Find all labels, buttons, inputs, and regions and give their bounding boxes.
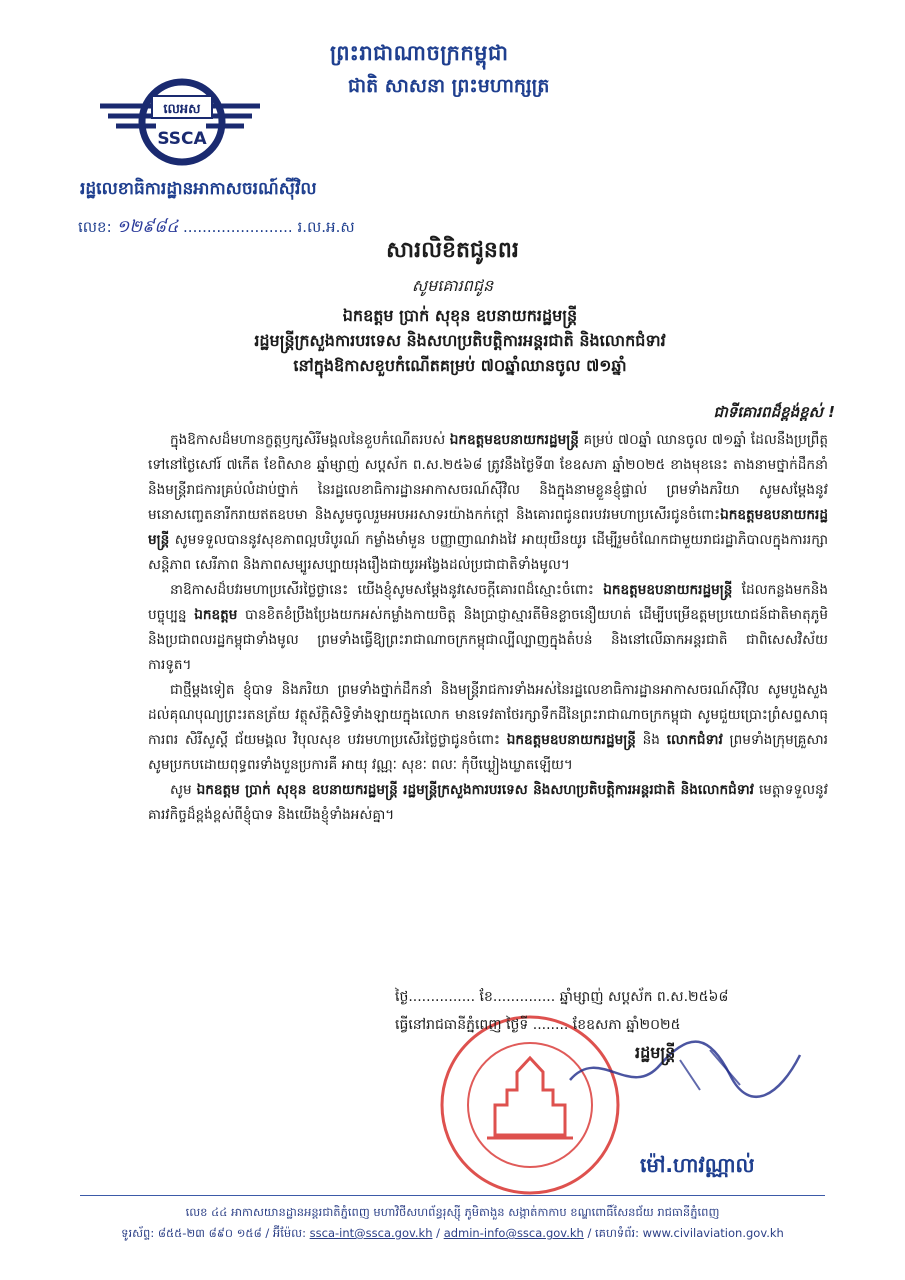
logo-khmer-text: លេអស <box>163 102 201 117</box>
text-run: ក្នុងឱកាសដ៏មហានក្ខត្តឫក្សសិរីមង្គលនៃខួបកំណើតរបស់ <box>170 432 450 448</box>
text-run: និង <box>635 732 667 748</box>
footer-email-1[interactable]: ssca-int@ssca.gov.kh <box>309 1226 433 1240</box>
kingdom-heading: ព្រះរាជាណាចក្រកម្ពុជា <box>330 41 509 65</box>
footer-divider <box>80 1195 825 1196</box>
signer-title: រដ្ឋមន្ត្រី <box>635 1043 676 1062</box>
ref-suffix: ....................... រ.ល.អ.ស <box>183 218 355 236</box>
text-run: ដែលកន្លងមកនិងបច្ចុប្បន្ន <box>148 582 828 623</box>
text-run: សូម <box>170 782 197 798</box>
paragraph <box>148 428 828 578</box>
ref-label: លេខ: <box>78 218 112 236</box>
addressee-line: ឯកឧត្តម ប្រាក់ សុខុន ឧបនាយករដ្ឋមន្ត្រី <box>342 306 578 325</box>
bold-run: ឯកឧត្តម <box>194 607 238 623</box>
bold-run: ឯកឧត្តមឧបនាយករដ្ឋមន្ត្រី <box>506 732 636 748</box>
paragraph <box>148 578 828 678</box>
document-title: សារលិខិតជូនពរ <box>386 238 519 263</box>
addressee-block <box>120 303 800 378</box>
text-run: បានខិតខំប្រឹងប្រែងយកអស់កម្លាំងកាយចិត្ត និងប្រាជ្ញាស្មារតីមិនខ្លាចនឿយហត់ ដើម្បីបម្រើឧត្តមប្រយោជន៍ជាតិមាតុភូមិ និងប្រជាពលរដ្ឋកម្ពុជាទាំងមូល ព្រមទាំងធ្វើឱ្យព្រះរាជាណាចក្រកម្ពុជាល្បីល្បាញក្នុងតំបន់ និងនៅលើឆាកអន្តរជាតិ ជាពិសេសវិស័យការទូត។ <box>148 607 829 673</box>
paragraph <box>148 678 828 778</box>
ssca-logo <box>100 72 260 172</box>
solar-date: ធ្វើនៅរាជធានីភ្នំពេញ ថ្ងៃទី ........ ខែឧសភា ឆ្នាំ២០២៥ <box>395 1017 681 1033</box>
authority-name: រដ្ឋលេខាធិការដ្ឋានអាកាសចរណ៍ស៊ីវិល <box>80 179 317 199</box>
logo-text: SSCA <box>157 129 207 149</box>
bold-run: ឯកឧត្តមឧបនាយករដ្ឋមន្ត្រី <box>148 507 828 548</box>
text-run: សូមទទួលបាននូវសុខភាពល្អបរិបូរណ៍ កម្លាំងមាំមួន បញ្ញាញាណវាងវៃ អាយុយឺនយូរ ដើម្បីរួមចំណែកជាមួយរាជរដ្ឋាភិបាលក្នុងការរក្សាសន្តិភាព សេរីភាព និងភាពសម្បូរសប្បាយរុងរឿងជាយូរអង្វែងដល់ប្រជាជាតិទាំងមូល។ <box>148 532 828 573</box>
text-run: គម្រប់ ៧០ឆ្នាំ ឈានចូល ៧១ឆ្នាំ ដែលនឹងប្រព្រឹត្តទៅនៅថ្ងៃសៅរ៍ ៧កើត ខែពិសាខ ឆ្នាំម្សាញ់ សប្តស័ក ព.ស.២៥៦៨ ត្រូវនឹងថ្ងៃទី៣ ខែឧសភា ឆ្នាំ២០២៥ ខាងមុខនេះ តាងនាមថ្នាក់ដឹកនាំ និងមន្ត្រីរាជការគ្រប់លំដាប់ថ្នាក់ នៃរដ្ឋលេខាធិការដ្ឋានអាកាសចរណ៍ស៊ីវិល និងក្នុងនាមខ្លួនខ្ញុំផ្ទាល់ ព្រមទាំងភរិយា សូមសម្តែងនូវមនោសញ្ចេតនារីករាយឥតឧបមា និងសូមចូលរួមអបអរសាទរយ៉ាងកក់ក្តៅ និងគោរពជូនពរបវរមហាប្រសើរជូនចំពោះ <box>148 432 829 523</box>
bold-run: ឯកឧត្តម ប្រាក់ សុខុន ឧបនាយករដ្ឋមន្ត្រី រដ្ឋមន្ត្រីក្រសួងការបរទេស និងសហប្រតិបត្តិការអន្តរជាតិ និងលោកជំទាវ <box>196 782 754 798</box>
date-block <box>395 983 728 1039</box>
footer-address: លេខ ៤៤ អាកាសយានដ្ឋានអន្តរជាតិភ្នំពេញ មហាវិថីសហព័ន្ធរុស្ស៊ី ភូមិតាងួន សង្កាត់កាកាប ខណ្ឌពោធិ៍សែនជ័យ រាជធានីភ្នំពេញ <box>185 1205 720 1219</box>
text-run: ព្រមទាំងក្រុមគ្រួសារ សូមប្រកបដោយពុទ្ធពរទាំងបួនប្រការគឺ អាយុ វណ្ណៈ សុខៈ ពលៈ កុំបីឃ្លៀងឃ្លាតឡើយ។ <box>148 732 828 773</box>
footer-phone: ទូរស័ព្ទ: ៨៥៥-២៣ ៨៩០ ១៥៨ / អ៊ីម៉ែល: <box>121 1226 310 1240</box>
bold-run: ឯកឧត្តមឧបនាយករដ្ឋមន្ត្រី <box>449 432 579 448</box>
text-run: នាឱកាសដ៏បវរមហាប្រសើរថ្លៃថ្លានេះ យើងខ្ញុំសូមសម្តែងនូវសេចក្តីគោរពដ៏ស្មោះចំពោះ <box>170 582 604 598</box>
salutation: ជាទីគោរពដ៏ខ្ពង់ខ្ពស់ ! <box>713 403 835 421</box>
paragraph <box>148 778 828 828</box>
respect-line: សូមគោរពជូន <box>411 276 494 295</box>
signer-name: ម៉ៅ.ហាវណ្ណាល់ <box>640 1153 755 1177</box>
footer-sep: / <box>432 1226 444 1240</box>
ref-number: ១២៩៨៤ <box>116 217 179 237</box>
footer-website: / គេហទំព័រ: www.civilaviation.gov.kh <box>583 1226 784 1240</box>
bold-run: លោកជំទាវ <box>666 732 723 748</box>
text-run: មេត្តាទទួលនូវគារវកិច្ចដ៏ខ្ពង់ខ្ពស់ពីខ្ញុំបាទ និងយើងខ្ញុំទាំងអស់គ្នា។ <box>148 782 828 823</box>
addressee-line: នៅក្នុងឱកាសខួបកំណើតគម្រប់ ៧០ឆ្នាំឈានចូល ៧១ឆ្នាំ <box>293 356 627 375</box>
footer-email-2[interactable]: admin-info@ssca.gov.kh <box>443 1226 584 1240</box>
lunar-date: ថ្ងៃ............... ខែ.............. ឆ្នាំម្សាញ់ សប្តស័ក ព.ស.២៥៦៨ <box>395 989 729 1005</box>
bold-run: ឯកឧត្តមឧបនាយករដ្ឋមន្ត្រី <box>603 582 733 598</box>
national-motto: ជាតិ សាសនា ព្រះមហាក្សត្រ <box>348 75 550 97</box>
footer-contact <box>0 1226 905 1243</box>
letter-body <box>148 428 828 828</box>
addressee-line: រដ្ឋមន្ត្រីក្រសួងការបរទេស និងសហប្រតិបត្តិការអន្តរជាតិ និងលោកជំទាវ <box>254 331 666 350</box>
text-run: ជាថ្មីម្តងទៀត ខ្ញុំបាទ និងភរិយា ព្រមទាំងថ្នាក់ដឹកនាំ និងមន្ត្រីរាជការទាំងអស់នៃរដ្ឋលេខាធិការដ្ឋានអាកាសចរណ៍ស៊ីវិល សូមបួងសួងដល់គុណបុណ្យព្រះរតនត្រ័យ វត្ថុស័ក្តិសិទ្ធិទាំងឡាយក្នុងលោក មានទេវតាថែរក្សាទឹកដីនៃព្រះរាជាណាចក្រកម្ពុជា សូមជួយប្រោះព្រំសព្ទសាធុការពរ សិរីសួស្តី ជ័យមង្គល វិបុលសុខ បវរមហាប្រសើរថ្លៃថ្លាជូនចំពោះ <box>148 682 828 748</box>
